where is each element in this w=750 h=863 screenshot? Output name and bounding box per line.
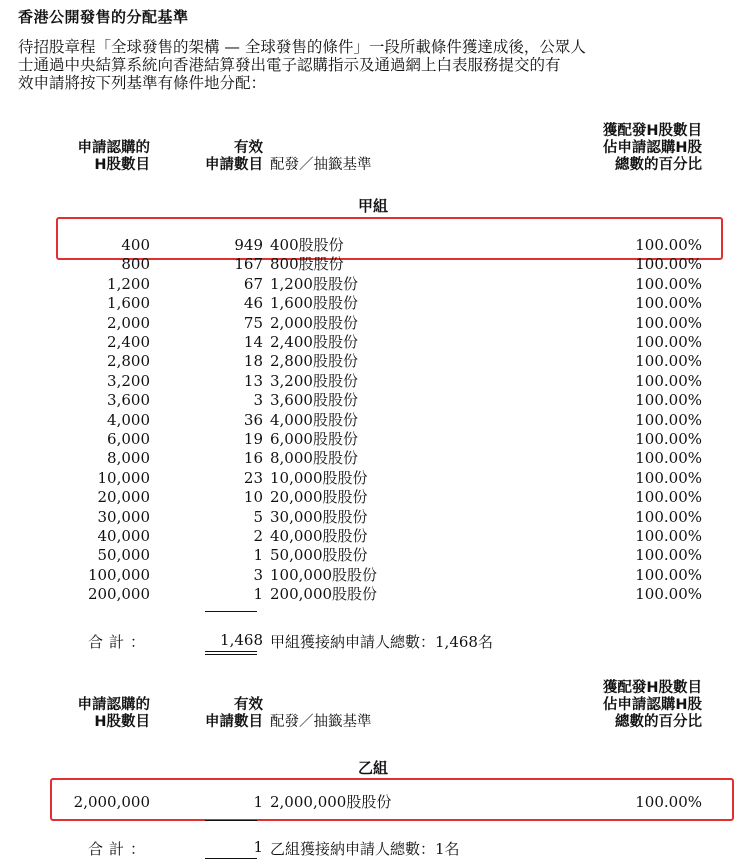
cell-percentage: 100.00%: [635, 371, 702, 390]
cell-valid: 13: [243, 371, 263, 390]
cell-percentage: 100.00%: [635, 546, 702, 565]
header-percentage: 獲配發H股數目 佔申請認購H股 總數的百分比: [602, 123, 702, 173]
cell-valid: 3: [253, 391, 263, 410]
cell-valid: 1: [253, 585, 263, 604]
cell-shares: 6,000: [107, 430, 150, 448]
table-row: [0, 585, 750, 604]
cell-percentage: 100.00%: [635, 585, 702, 604]
cell-shares: 40,000: [97, 527, 150, 545]
cell-basis: 100,000股股份: [270, 565, 378, 584]
intro-line-1: 待招股章程「全球發售的架構 — 全球發售的條件」一段所載條件獲達成後，公眾人: [18, 38, 586, 56]
cell-percentage: 100.00%: [635, 352, 702, 371]
cell-basis: 40,000股股份: [270, 527, 368, 545]
group-a-title: 甲組: [358, 197, 389, 215]
cell-shares: 1,200: [107, 274, 150, 293]
table-row: [0, 508, 750, 527]
cell-percentage: 100.00%: [635, 527, 702, 545]
table-row: [0, 391, 750, 410]
intro-line-2: 士通過中央結算系統向香港結算發出電子認購指示及通過網上白表服務提交的有: [18, 56, 561, 74]
cell-shares: 2,000: [107, 313, 150, 332]
cell-valid: 167: [234, 255, 263, 274]
intro-line-3: 效申請將按下列基準有條件地分配：: [18, 74, 267, 92]
cell-valid: 36: [243, 410, 263, 429]
table-row: [0, 488, 750, 507]
cell-percentage: 100.00%: [635, 488, 702, 507]
table-row: [0, 430, 750, 449]
cell-basis: 2,400股股份: [270, 333, 358, 351]
table-row: [0, 449, 750, 468]
cell-percentage: 100.00%: [635, 565, 702, 584]
cell-shares: 2,800: [107, 352, 150, 371]
underline: [205, 611, 257, 612]
cell-basis: 800股股份: [270, 255, 344, 274]
group-a-total-label: 合計：: [88, 633, 152, 651]
cell-valid: 14: [243, 333, 263, 351]
table-row: [0, 275, 750, 294]
cell-shares: 2,000,000: [73, 793, 150, 811]
cell-percentage: 100.00%: [635, 430, 702, 448]
cell-basis: 2,000股股份: [270, 313, 358, 332]
table-row: [0, 546, 750, 565]
cell-shares: 800: [121, 255, 150, 274]
cell-valid: 3: [253, 565, 263, 584]
cell-shares: 3,200: [107, 371, 150, 390]
cell-shares: 10,000: [97, 468, 150, 487]
cell-shares: 2,400: [107, 333, 150, 351]
cell-basis: 2,000,000股股份: [270, 793, 392, 811]
cell-valid: 5: [253, 507, 263, 526]
cell-percentage: 100.00%: [635, 793, 702, 811]
table-row: [0, 469, 750, 488]
cell-basis: 2,800股股份: [270, 352, 358, 371]
table-row: [0, 566, 750, 585]
cell-percentage: 100.00%: [635, 391, 702, 410]
cell-percentage: 100.00%: [635, 313, 702, 332]
cell-valid: 23: [243, 468, 263, 487]
cell-valid: 10: [243, 488, 263, 507]
cell-basis: 1,200股股份: [270, 274, 358, 293]
cell-basis: 3,200股股份: [270, 371, 358, 390]
cell-percentage: 100.00%: [635, 236, 702, 254]
cell-basis: 50,000股股份: [270, 546, 368, 565]
cell-valid: 67: [243, 274, 263, 293]
cell-shares: 400: [121, 236, 150, 254]
cell-basis: 10,000股股份: [270, 468, 368, 487]
cell-percentage: 100.00%: [635, 507, 702, 526]
group-a-total-count: 1,468: [220, 631, 263, 649]
cell-shares: 4,000: [107, 410, 150, 429]
cell-basis: 30,000股股份: [270, 507, 368, 526]
cell-shares: 20,000: [97, 488, 150, 507]
table-row: [0, 793, 750, 812]
cell-basis: 200,000股股份: [270, 585, 378, 604]
cell-valid: 18: [243, 352, 263, 371]
cell-percentage: 100.00%: [635, 274, 702, 293]
cell-valid: 1: [253, 793, 263, 811]
cell-percentage: 100.00%: [635, 410, 702, 429]
cell-shares: 100,000: [87, 565, 150, 584]
group-b-total-count: 1: [253, 838, 263, 856]
table-row: [0, 372, 750, 391]
cell-basis: 400股股份: [270, 236, 344, 254]
table-row: [0, 411, 750, 430]
underline-b: [205, 820, 257, 821]
cell-percentage: 100.00%: [635, 294, 702, 313]
cell-basis: 4,000股股份: [270, 410, 358, 429]
double-underline-b: [205, 858, 257, 859]
header-shares: 申請認購的 H股數目: [77, 140, 150, 173]
cell-basis: 1,600股股份: [270, 294, 358, 313]
table-row: [0, 314, 750, 333]
header-valid: 有效 申請數目: [205, 140, 263, 173]
cell-valid: 16: [243, 449, 263, 468]
group-b-title: 乙組: [358, 759, 389, 777]
cell-shares: 3,600: [107, 391, 150, 410]
cell-shares: 200,000: [87, 585, 150, 604]
table-row: [0, 333, 750, 352]
header-percentage-b: 獲配發H股數目 佔申請認購H股 總數的百分比: [602, 680, 702, 730]
cell-basis: 3,600股股份: [270, 391, 358, 410]
header-basis: 配發／抽籤基準: [270, 157, 372, 173]
cell-basis: 8,000股股份: [270, 449, 358, 468]
cell-valid: 1: [253, 546, 263, 565]
cell-shares: 50,000: [97, 546, 150, 565]
group-a-total-text: 甲組獲接納申請人總數：1,468名: [270, 633, 493, 651]
cell-percentage: 100.00%: [635, 449, 702, 468]
cell-percentage: 100.00%: [635, 255, 702, 274]
cell-valid: 46: [243, 294, 263, 313]
section-title: 香港公開發售的分配基準: [18, 8, 189, 26]
cell-basis: 20,000股股份: [270, 488, 368, 507]
table-row: [0, 352, 750, 371]
group-b-total-text: 乙組獲接納申請人總數：1名: [270, 840, 460, 858]
cell-shares: 8,000: [107, 449, 150, 468]
header-shares-b: 申請認購的 H股數目: [77, 697, 150, 730]
cell-shares: 30,000: [97, 507, 150, 526]
group-b-total-label: 合計：: [88, 840, 152, 858]
cell-percentage: 100.00%: [635, 333, 702, 351]
table-row: [0, 527, 750, 546]
header-valid-b: 有效 申請數目: [205, 697, 263, 730]
table-row: [0, 294, 750, 313]
cell-shares: 1,600: [107, 294, 150, 313]
cell-percentage: 100.00%: [635, 468, 702, 487]
table-row: [0, 236, 750, 255]
cell-valid: 2: [253, 527, 263, 545]
cell-basis: 6,000股股份: [270, 430, 358, 448]
double-underline-top: [205, 651, 257, 652]
double-underline-bottom: [205, 654, 257, 655]
cell-valid: 949: [234, 236, 263, 254]
table-row: [0, 255, 750, 274]
cell-valid: 19: [243, 430, 263, 448]
header-basis-b: 配發／抽籤基準: [270, 714, 372, 730]
cell-valid: 75: [243, 313, 263, 332]
